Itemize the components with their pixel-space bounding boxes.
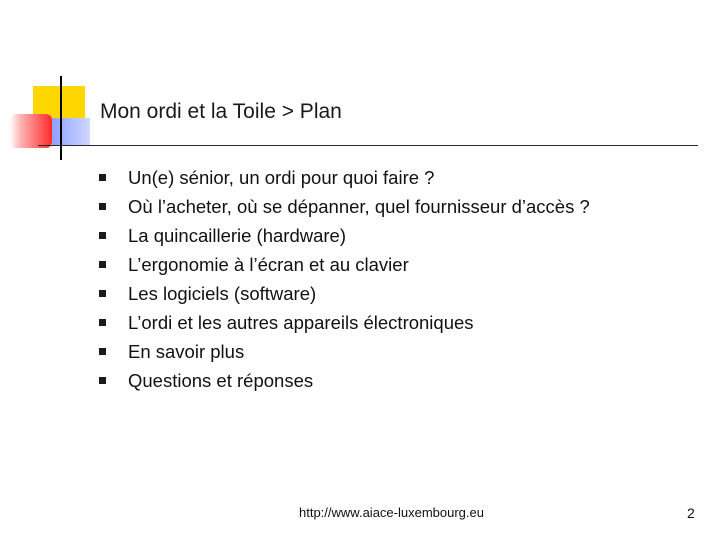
page-number: 2 [687, 505, 695, 521]
bullet-text: Questions et réponses [128, 370, 314, 391]
bullet-text: En savoir plus [128, 341, 245, 362]
bullet-item [98, 250, 590, 279]
bullet-square-icon [99, 377, 106, 384]
bullet-text: L’ordi et les autres appareils électroniques [128, 312, 474, 333]
bullet-square-icon [99, 174, 106, 181]
bullet-text: L’ergonomie à l’écran et au clavier [128, 254, 409, 275]
bullet-item [98, 366, 590, 395]
bullet-square-icon [99, 348, 106, 355]
bullet-square-icon [99, 232, 106, 239]
bullet-square-icon [99, 290, 106, 297]
bullet-item [98, 192, 590, 221]
logo-vertical-line [60, 76, 62, 160]
title-underline [38, 145, 698, 146]
bullet-item [98, 279, 590, 308]
bullet-square-icon [99, 319, 106, 326]
bullet-text: La quincaillerie (hardware) [128, 225, 346, 246]
bullet-item [98, 221, 590, 250]
bullet-item [98, 337, 590, 366]
bullet-square-icon [99, 203, 106, 210]
bullet-text: Un(e) sénior, un ordi pour quoi faire ? [128, 167, 435, 188]
bullet-item [98, 308, 590, 337]
slide-title: Mon ordi et la Toile > Plan [100, 100, 342, 123]
bullet-square-icon [99, 261, 106, 268]
bullet-text: Les logiciels (software) [128, 283, 317, 304]
logo-blue-block [52, 118, 90, 146]
bullet-list [98, 163, 590, 395]
bullet-text: Où l’acheter, où se dépanner, quel fournisseur d’accès ? [128, 196, 590, 217]
footer-url-link[interactable]: http://www.aiace-luxembourg.eu [299, 505, 484, 520]
logo-red-block [10, 114, 52, 148]
bullet-item [98, 163, 590, 192]
